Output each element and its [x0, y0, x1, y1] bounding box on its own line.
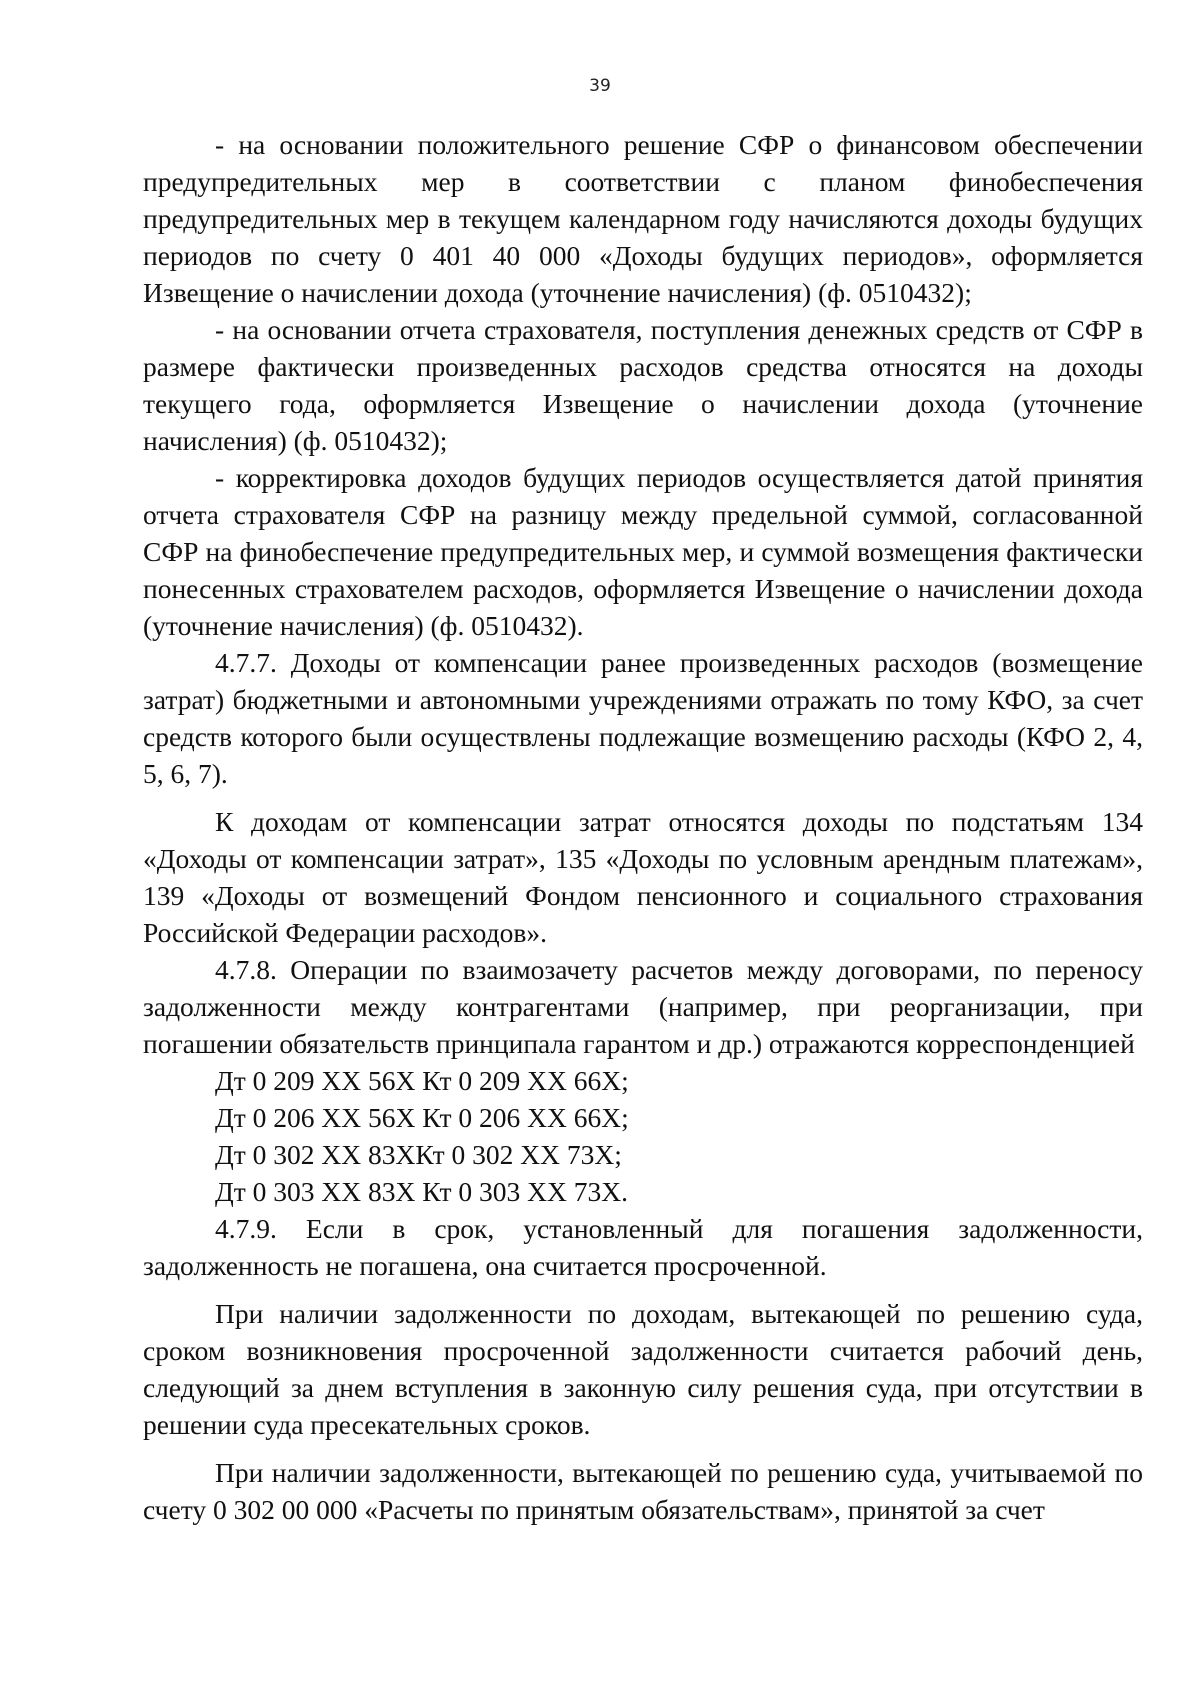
page-number: 39 [589, 76, 611, 96]
paragraph-4-7-8: 4.7.8. Операции по взаимозачету расчетов между договорами, по переносу задолженности между контрагентами (например, при реорганизации, при погашении обязательств принципала гарантом и др.) отражаются корреспонденцией [143, 954, 1143, 1059]
paragraph-cost-compensation-income: К доходам от компенсации затрат относятся доходы по подстатьям 134 «Доходы от компенсации затрат», 135 «Доходы по условным арендным платежам», 139 «Доходы от возмещений Фондом пенсионного и социального страхования Российской Федерации расходов». [143, 806, 1143, 948]
paragraph-court-debt-account: При наличии задолженности, вытекающей по решению суда, учитываемой по счету 0 302 00 000 «Расчеты по принятым обязательствам», принятой за счет [143, 1457, 1143, 1525]
paragraph-court-decision-debt: При наличии задолженности по доходам, вытекающей по решению суда, сроком возникновения просроченной задолженности считается рабочий день, следующий за днем вступления в законную силу решения суда, при отсутствии в решении суда пресекательных сроков. [143, 1298, 1143, 1440]
paragraph-4-7-7: 4.7.7. Доходы от компенсации ранее произведенных расходов (возмещение затрат) бюджетными и автономными учреждениями отражать по тому КФО, за счет средств которого были осуществлены подлежащие возмещению расходы (КФО 2, 4, 5, 6, 7). [143, 647, 1143, 789]
document-body [143, 126, 1143, 1528]
paragraph-sfr-positive-decision: - на основании положительного решение СФР о финансовом обеспечении предупредительных мер в соответствии с планом финобеспечения предупредительных мер в текущем календарном году начисляются доходы будущих периодов по счету 0 401 40 000 «Доходы будущих периодов», оформляется Извещение о начислении дохода (уточнение начисления) (ф. 0510432); [143, 129, 1143, 308]
paragraph-4-7-9: 4.7.9. Если в срок, установленный для погашения задолженности, задолженность не погашена, она считается просроченной. [143, 1213, 1143, 1281]
paragraph-future-income-adjustment: - корректировка доходов будущих периодов осуществляется датой принятия отчета страхователя СФР на разницу между предельной суммой, согласованной СФР на финобеспечение предупредительных мер, и суммой возмещения фактически понесенных страхователем расходов, оформляется Извещение о начислении дохода (уточнение начисления) (ф. 0510432). [143, 462, 1143, 641]
accounting-entry: Дт 0 209 ХХ 56Х Кт 0 209 ХХ 66Х; [215, 1065, 629, 1096]
accounting-entry: Дт 0 302 ХХ 83ХКт 0 302 ХХ 73Х; [215, 1139, 622, 1170]
accounting-entry: Дт 0 206 ХХ 56Х Кт 0 206 ХХ 66Х; [215, 1102, 629, 1133]
paragraph-insurer-report: - на основании отчета страхователя, поступления денежных средств от СФР в размере фактически произведенных расходов средства относятся на доходы текущего года, оформляется Извещение о начислении дохода (уточнение начисления) (ф. 0510432); [143, 314, 1143, 456]
accounting-entry: Дт 0 303 ХХ 83Х Кт 0 303 ХХ 73Х. [215, 1176, 628, 1207]
